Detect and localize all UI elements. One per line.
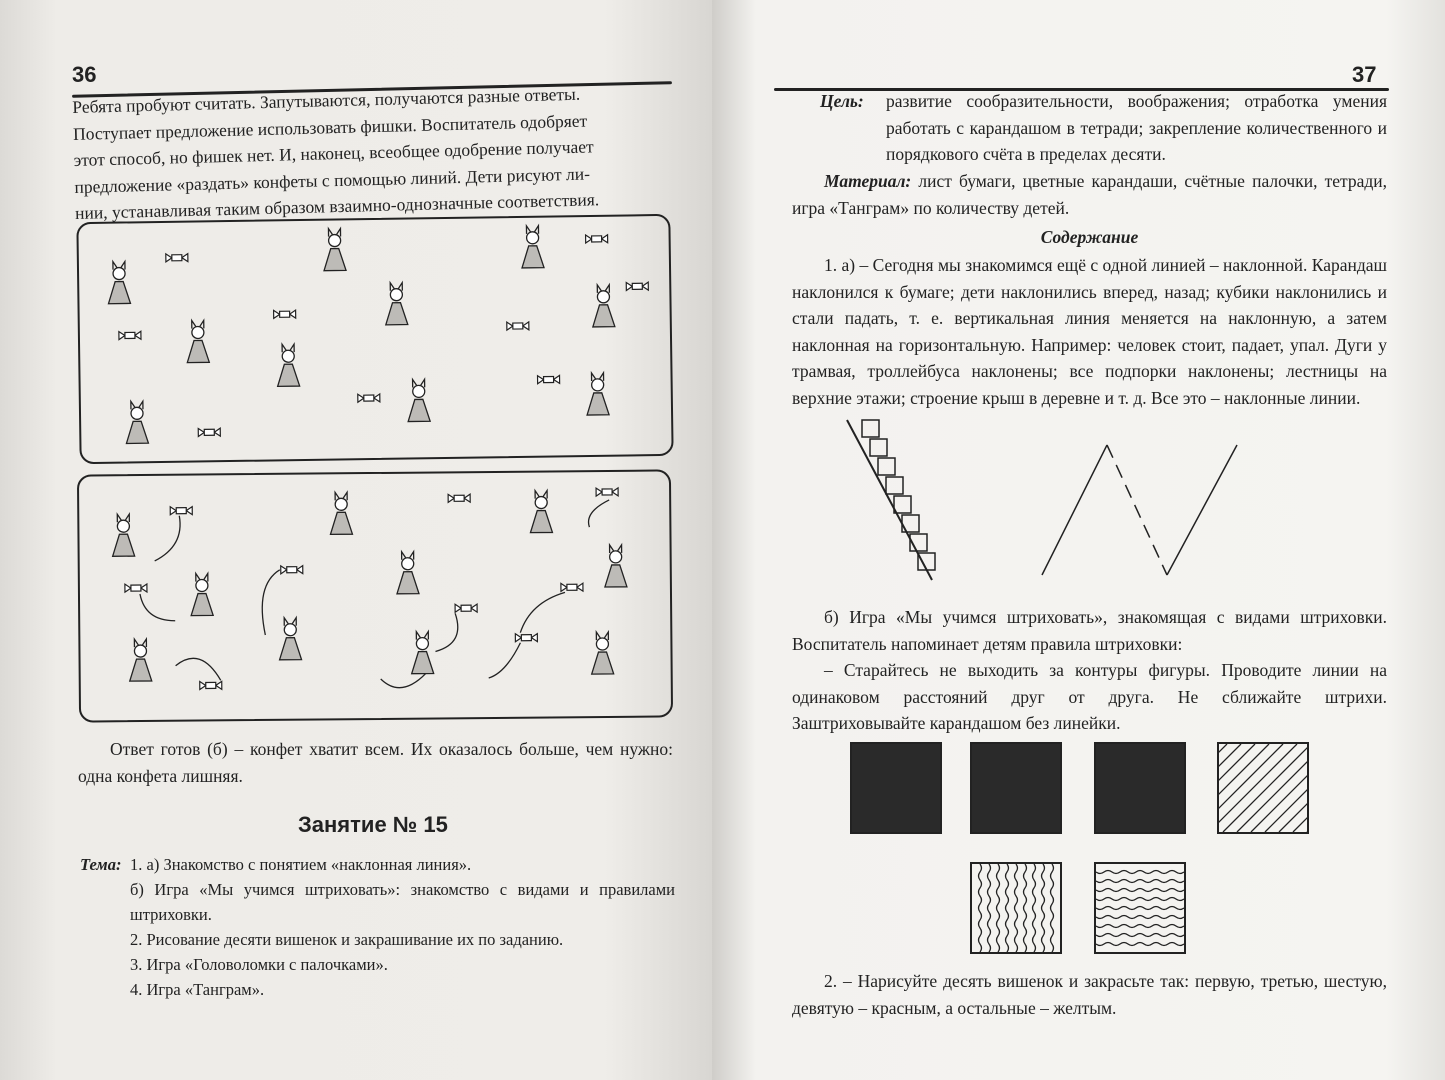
doll-icon (408, 379, 431, 421)
figure-a-dolls-candies (78, 216, 671, 462)
candy-icon (170, 507, 192, 515)
doll-icon (112, 514, 134, 556)
dashed-inclined-line (1107, 445, 1167, 575)
lesson-title: Занятие № 15 (298, 812, 448, 837)
candy-icon (119, 331, 141, 339)
cube (918, 553, 935, 570)
doll-icon (126, 401, 149, 443)
theme-label: Тема: (80, 855, 122, 874)
goal-label: Цель: (820, 91, 864, 111)
connecting-line (588, 500, 609, 527)
candy-icon (358, 394, 380, 402)
vertical-wave-hatch-square (970, 862, 1062, 954)
figure-a-frame (76, 214, 673, 464)
intro-line: нии, устанавливая таким образом взаимно-однозначные соответствия. (74, 189, 600, 223)
connecting-line (262, 570, 280, 635)
material-label: Материал: (824, 171, 912, 191)
theme-item: 4. Игра «Танграм». (130, 980, 265, 999)
candy-icon (515, 634, 537, 642)
intro-line: этот способ, но фишек нет. И, наконец, всеобщее одобрение получает (73, 136, 594, 170)
doll-icon (385, 283, 408, 325)
candy-icon (200, 681, 222, 689)
theme-item: 1. а) Знакомство с понятием «наклонная линия». (130, 855, 472, 874)
paragraph-4: 2. – Нарисуйте десять вишенок и закрасьте так: первую, третью, шестую, девятую – красным, а остальные – желтым. (792, 971, 1387, 1018)
candy-icon (596, 488, 618, 496)
page-number: 37 (1352, 62, 1377, 87)
inclined-lines-diagram (832, 415, 1252, 590)
paragraph-2: б) Игра «Мы учимся штриховать», знакомящая с видами штриховки. Воспитатель напоминает детям правила штриховки: (792, 607, 1387, 654)
theme-item: 3. Игра «Головоломки с палочками». (130, 955, 388, 974)
content-heading: Содержание (1040, 227, 1139, 247)
theme-item: 2. Рисование десяти вишенок и закрашивание их по заданию. (130, 930, 564, 949)
filled-square (970, 742, 1062, 834)
intro-line: Ребята пробуют считать. Запутываются, получаются разные ответы. (72, 83, 581, 117)
diagonal-hatch-square (1217, 742, 1309, 834)
diagonal-hatch (1219, 744, 1307, 832)
paragraph-1: 1. а) – Сегодня мы знакомимся ещё с одной линией – наклонной. Карандаш наклонился к бумаге; дети наклонились вперед, назад; кубики наклонились и стали падать, т. е. вертикальная линия меняется на наклонную, а затем наклонная на горизонтальную. Например: человек стоит, падает, упал. Дуги у трамвая, троллейбуса наклонены; все подпорки наклонены; лестницы на верхние этажи; строение крыш в деревне и т. д. Все это – наклонные линии. (792, 255, 1387, 408)
figure-b-frame (77, 469, 673, 722)
filled-square (850, 742, 942, 834)
doll-icon (411, 631, 433, 673)
candy-icon (198, 428, 220, 436)
theme-block (80, 852, 675, 1002)
cube (870, 439, 887, 456)
material-text: лист бумаги, цветные карандаши, счётные палочки, тетради, игра «Танграм» по количеству детей. (792, 171, 1388, 218)
candy-icon (455, 604, 477, 612)
horizontal-wave-hatch-square (1094, 862, 1186, 954)
filled-square (1094, 742, 1186, 834)
connecting-line (488, 643, 520, 678)
material-block (792, 168, 1387, 221)
doll-icon (586, 373, 609, 415)
figure-b-dolls-candies-lines (79, 471, 671, 720)
connecting-line (176, 658, 221, 681)
page-number: 36 (72, 62, 97, 87)
doll-icon (279, 618, 301, 660)
candy-icon (166, 254, 188, 262)
horizontal-wave-hatch (1096, 864, 1184, 952)
inclined-line (1167, 445, 1237, 575)
left-page (0, 0, 712, 1080)
answer-text: Ответ готов (б) – конфет хватит всем. Их оказалось больше, чем нужно: одна конфета лишняя. (78, 739, 673, 786)
candy-icon (626, 282, 648, 290)
inclined-line (1042, 445, 1107, 575)
cube (886, 477, 903, 494)
doll-icon (530, 490, 552, 532)
doll-icon (330, 492, 352, 534)
doll-icon (129, 639, 151, 681)
doll-icon (191, 573, 213, 615)
cube (894, 496, 911, 513)
candy-icon (448, 494, 470, 502)
goal-text: развитие сообразительности, воображения; отработка умения работать с карандашом в тетради; закрепление количественного и порядкового счёта в пределах десяти. (886, 91, 1387, 164)
connecting-line (520, 592, 565, 632)
intro-line: Поступает предложение использовать фишки. Воспитатель одобряет (72, 110, 588, 144)
doll-icon (323, 228, 346, 270)
connecting-line (435, 613, 458, 651)
candy-icon (538, 375, 560, 383)
intro-line: предложение «раздать» конфеты с помощью линий. Дети рисуют ли- (74, 162, 591, 197)
connecting-line (154, 516, 180, 561)
goal-block (822, 88, 1387, 168)
doll-icon (187, 320, 210, 362)
candy-icon (125, 584, 147, 592)
doll-icon (397, 552, 419, 594)
doll-icon (605, 545, 627, 587)
cube (862, 420, 879, 437)
intro-paragraph (72, 78, 685, 226)
doll-icon (277, 344, 300, 386)
paragraph-3: – Старайтесь не выходить за контуры фигуры. Проводите линии на одинаковом расстояний друг от друга. Не сближайте штрихи. Заштриховывайте карандашом без линейки. (792, 660, 1387, 733)
theme-item: б) Игра «Мы учимся штриховать»: знакомство с видами и правилами штриховки. (130, 880, 675, 924)
candy-icon (561, 583, 583, 591)
cube (878, 458, 895, 475)
doll-icon (521, 226, 544, 268)
falling-cubes (862, 420, 935, 570)
right-page (712, 0, 1445, 1080)
doll-icon (591, 632, 613, 674)
candy-icon (507, 322, 529, 330)
candy-icon (586, 235, 608, 243)
inclined-line (847, 420, 932, 580)
doll-icon (108, 261, 131, 303)
connecting-line (140, 594, 175, 621)
candy-icon (281, 566, 303, 574)
connecting-line (381, 674, 426, 688)
candy-icon (274, 310, 296, 318)
doll-icon (592, 285, 615, 327)
vertical-wave-hatch (972, 864, 1060, 952)
